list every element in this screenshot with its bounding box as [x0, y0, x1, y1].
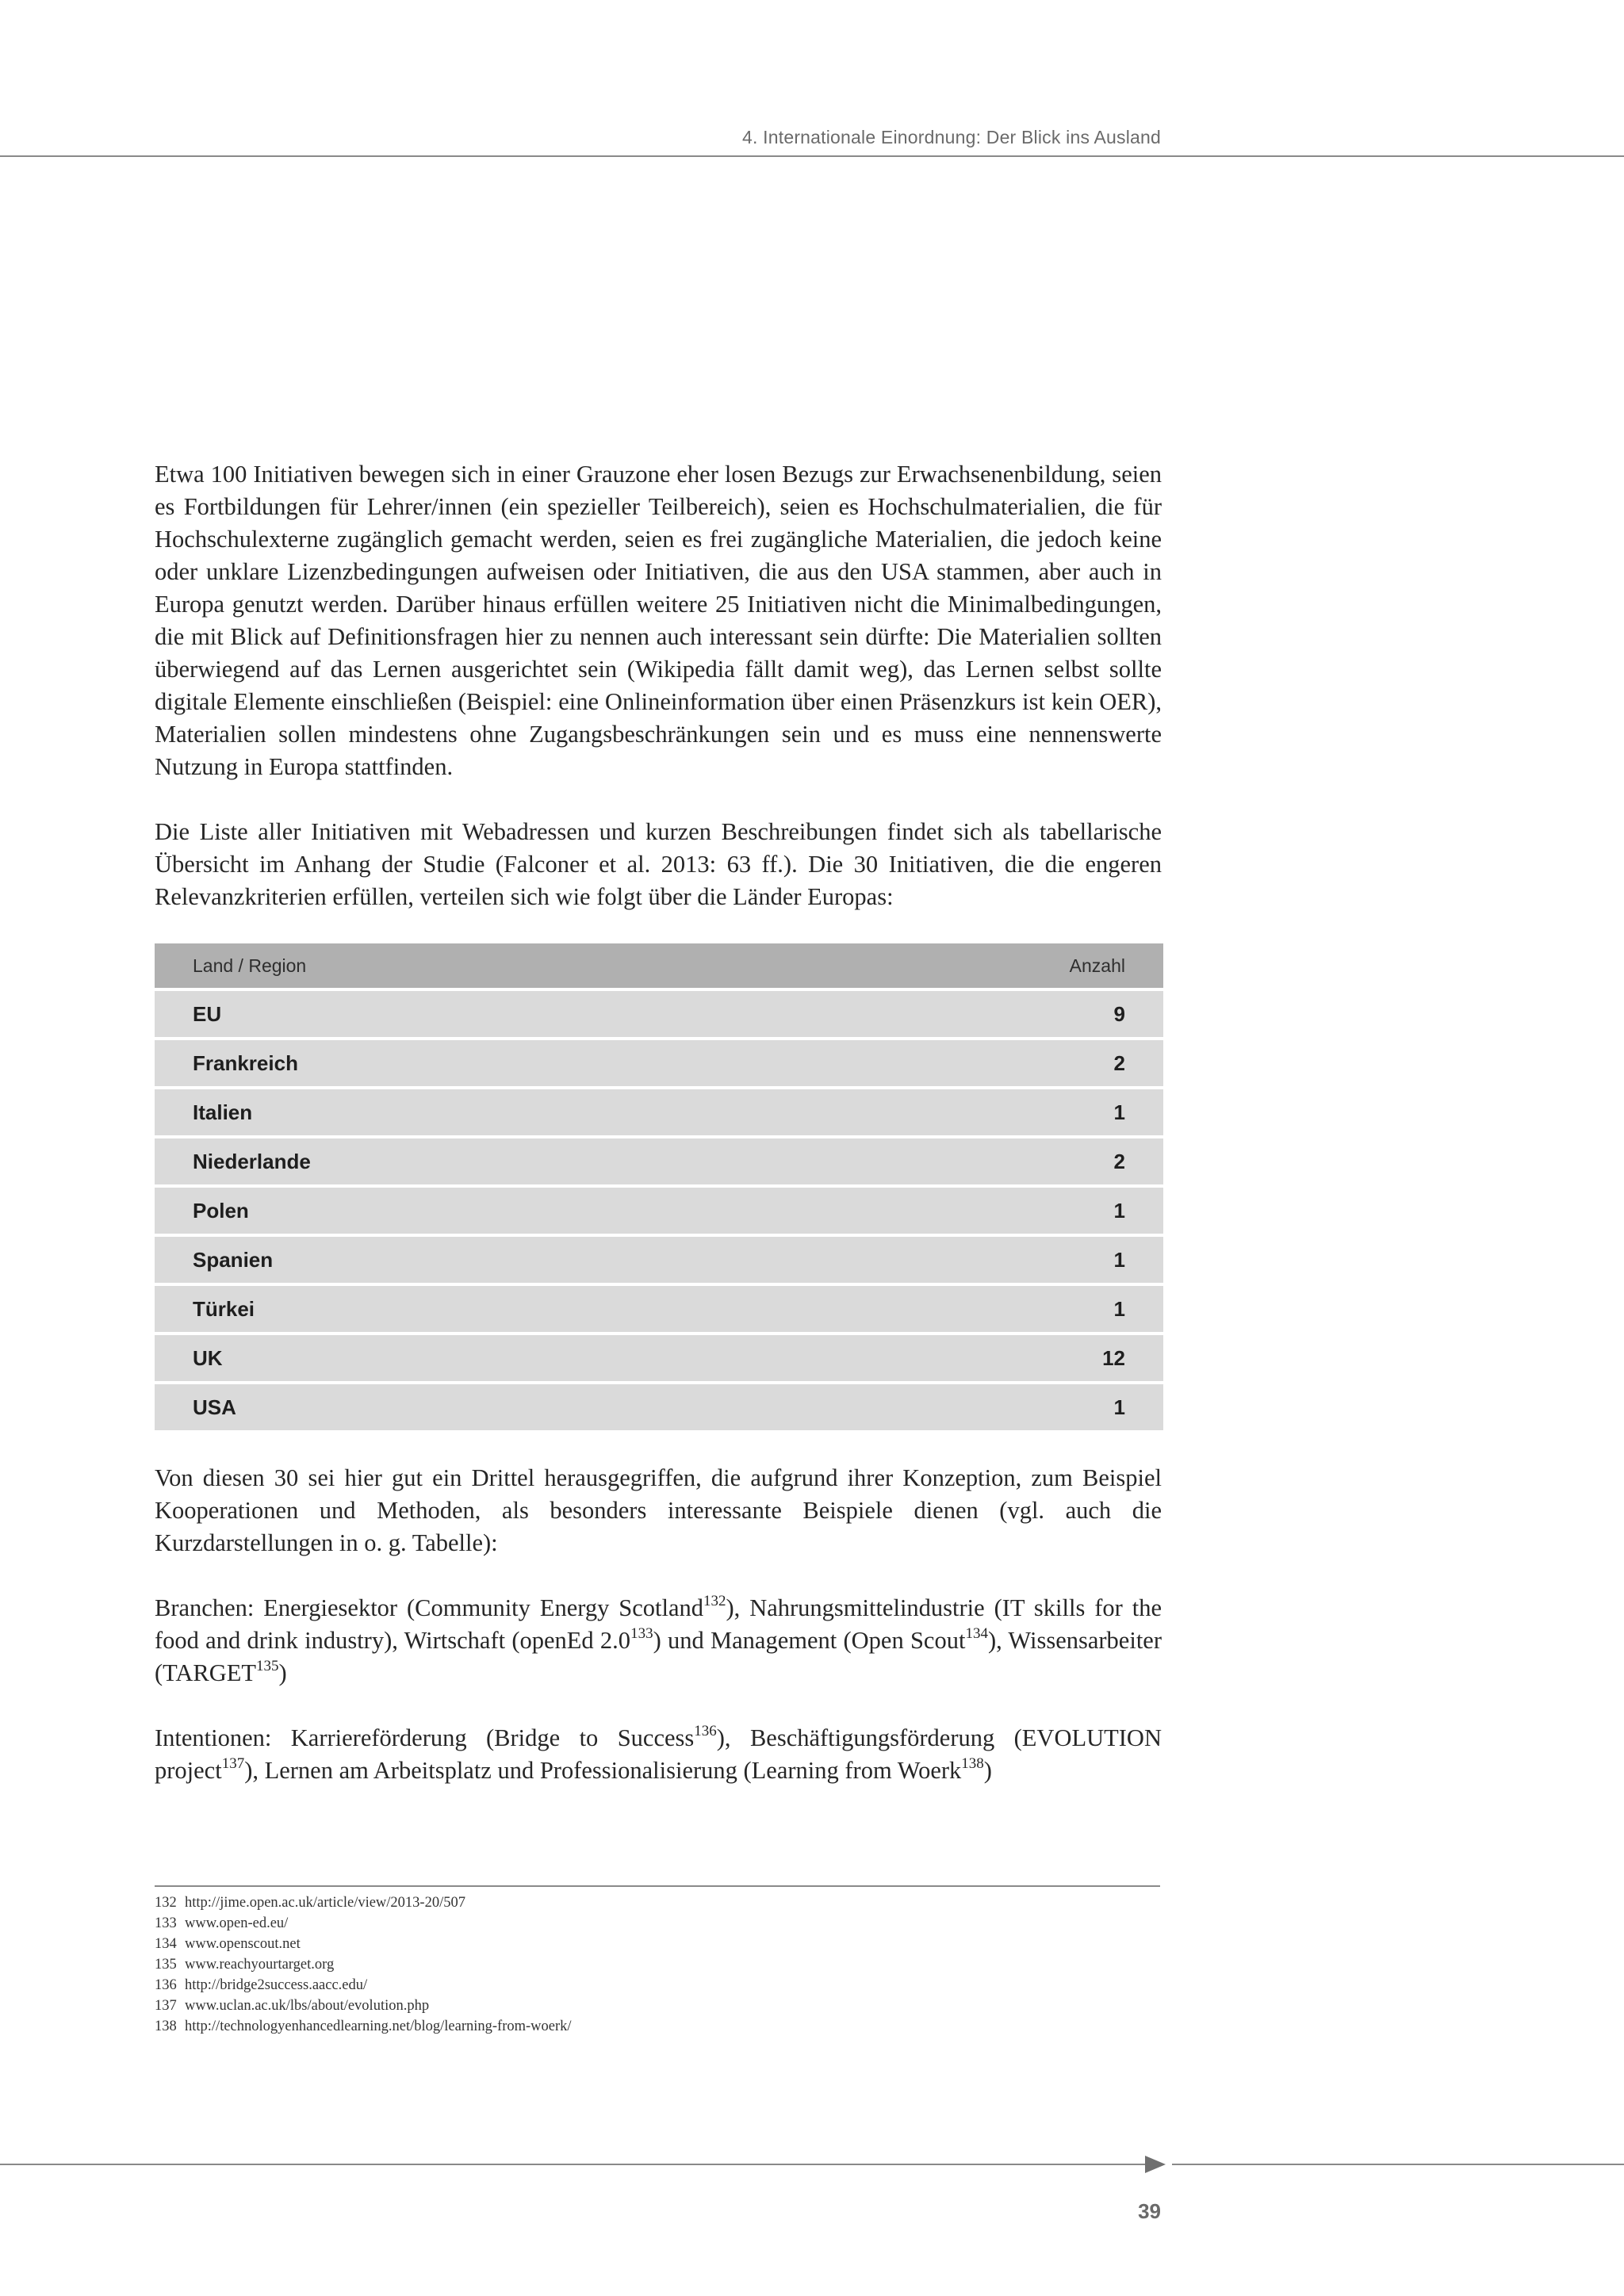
cell-count: 1 [755, 1237, 1163, 1283]
footnote-item [155, 2016, 1160, 2037]
footnote-item [155, 1934, 1160, 1954]
footnote-link[interactable]: http://technologyenhancedlearning.net/blog/learning-from-woerk/ [185, 2019, 572, 2034]
intentionen-text: ) [983, 1757, 992, 1784]
table-row [155, 991, 1163, 1037]
cell-count: 2 [755, 1040, 1163, 1086]
cell-count: 1 [755, 1286, 1163, 1332]
footnote-ref-137[interactable]: 137 [221, 1755, 245, 1772]
footer-divider [0, 2164, 1156, 2165]
table-row [155, 1138, 1163, 1184]
footnote-number: 134 [155, 1936, 177, 1952]
footnote-number: 137 [155, 1998, 177, 2014]
table-row [155, 1335, 1163, 1381]
footnote-link[interactable]: www.open-ed.eu/ [185, 1915, 289, 1931]
footnote-divider [155, 1885, 1160, 1887]
table-row [155, 1237, 1163, 1283]
footnote-item [155, 1996, 1160, 2016]
cell-region: Polen [155, 1188, 755, 1234]
branchen-text: ), Wissensarbeiter (TARGET [155, 1627, 1162, 1686]
cell-region: Italien [155, 1089, 755, 1135]
footnote-number: 132 [155, 1895, 177, 1911]
running-head: 4. Internationale Einordnung: Der Blick ins Ausland [741, 127, 1161, 147]
arrow-right-icon [1145, 2156, 1166, 2173]
footnote-number: 138 [155, 2019, 177, 2034]
intentionen-text: ), Beschäftigungsförderung (EVOLUTION project [155, 1724, 1162, 1784]
footnote-item [155, 1913, 1160, 1934]
footnote-item [155, 1975, 1160, 1996]
paragraph-branchen [155, 1592, 1162, 1689]
footnote-item [155, 1892, 1160, 1913]
paragraph-intentionen [155, 1722, 1162, 1787]
country-table [155, 940, 1163, 1433]
paragraph-grauzone: Etwa 100 Initiativen bewegen sich in einer Grauzone eher losen Bezugs zur Erwachsenenbildung, seien es Fortbildungen für Lehrer/innen (ein spezieller Teilbereich), seien es Hochschulmaterialien, die für Hochschulexterne zugänglich gemacht werden, seien es frei zugängliche Materialien, die jedoch keine oder unklare Lizenzbedingungen aufweisen oder Initiativen, die aus den USA stammen, aber auch in Europa genutzt werden. Darüber hinaus erfüllen weitere 25 Initiativen nicht die Minimalbedingungen, die mit Blick auf Definitionsfragen hier zu nennen auch interessant sein dürfte: Die Materialien sollten überwiegend auf das Lernen ausgerichtet sein (Wikipedia fällt damit weg), das Lernen selbst sollte digitale Elemente einschließen (Beispiel: eine Onlineinformation über einen Präsenzkurs ist kein OER), Materialien sollen mindestens ohne Zugangsbeschränkungen sein und es muss eine nennenswerte Nutzung in Europa stattfinden. [155, 461, 1162, 780]
table-row [155, 1040, 1163, 1086]
table-row [155, 1384, 1163, 1430]
footnote-ref-135[interactable]: 135 [256, 1657, 279, 1674]
footnote-link[interactable]: http://jime.open.ac.uk/article/view/2013-20/507 [185, 1895, 465, 1911]
cell-count: 2 [755, 1138, 1163, 1184]
branchen-text: ), Nahrungsmittelindustrie (IT skills for the food and drink industry), Wirtschaft (openEd 2.0 [155, 1594, 1162, 1654]
cell-region: Spanien [155, 1237, 755, 1283]
footnote-ref-134[interactable]: 134 [965, 1624, 988, 1642]
footnotes [155, 1892, 1160, 2037]
column-header-region: Land / Region [155, 943, 755, 988]
cell-region: Frankreich [155, 1040, 755, 1086]
footer-divider-right [1172, 2164, 1624, 2165]
branchen-text: ) [278, 1659, 287, 1686]
footnote-link[interactable]: www.openscout.net [185, 1936, 301, 1952]
table-header-row [155, 943, 1163, 988]
paragraph-drittel: Von diesen 30 sei hier gut ein Drittel herausgegriffen, die aufgrund ihrer Konzeption, zum Beispiel Kooperationen und Methoden, als besonders interessante Beispiele dienen (vgl. auch die Kurzdarstellungen in o. g. Tabelle): [155, 1464, 1162, 1556]
footnote-number: 135 [155, 1957, 177, 1973]
footnote-ref-136[interactable]: 136 [694, 1722, 717, 1739]
table-row [155, 1089, 1163, 1135]
footnote-link[interactable]: http://bridge2success.aacc.edu/ [185, 1977, 368, 1993]
footnote-ref-138[interactable]: 138 [961, 1755, 984, 1772]
cell-region: USA [155, 1384, 755, 1430]
branchen-text: Branchen: Energiesektor (Community Energy Scotland [155, 1594, 703, 1621]
cell-count: 1 [755, 1089, 1163, 1135]
cell-region: Türkei [155, 1286, 755, 1332]
cell-count: 9 [755, 991, 1163, 1037]
cell-region: UK [155, 1335, 755, 1381]
cell-region: EU [155, 991, 755, 1037]
page-number: 39 [1138, 2199, 1161, 2223]
footnote-ref-133[interactable]: 133 [630, 1624, 653, 1642]
footnote-link[interactable]: www.reachyourtarget.org [185, 1957, 335, 1973]
column-header-count: Anzahl [755, 943, 1163, 988]
cell-count: 1 [755, 1188, 1163, 1234]
paragraph-liste: Die Liste aller Initiativen mit Webadressen und kurzen Beschreibungen findet sich als tabellarische Übersicht im Anhang der Studie (Falconer et al. 2013: 63 ff.). Die 30 Initiativen, die die engeren Relevanzkriterien erfüllen, verteilen sich wie folgt über die Länder Europas: [155, 818, 1162, 910]
table-row [155, 1286, 1163, 1332]
intentionen-text: Intentionen: Karriereförderung (Bridge to Success [155, 1724, 695, 1751]
cell-region: Niederlande [155, 1138, 755, 1184]
cell-count: 1 [755, 1384, 1163, 1430]
footnote-item [155, 1954, 1160, 1975]
footnote-link[interactable]: www.uclan.ac.uk/lbs/about/evolution.php [185, 1998, 430, 2014]
footnote-number: 133 [155, 1915, 177, 1931]
table-row [155, 1188, 1163, 1234]
main-content [155, 458, 1162, 1820]
footnote-number: 136 [155, 1977, 177, 1993]
intentionen-text: ), Lernen am Arbeitsplatz und Professionalisierung (Learning from Woerk [244, 1757, 962, 1784]
branchen-text: ) und Management (Open Scout [653, 1627, 966, 1654]
header-divider [0, 155, 1624, 157]
footnote-ref-132[interactable]: 132 [703, 1592, 726, 1609]
cell-count: 12 [755, 1335, 1163, 1381]
